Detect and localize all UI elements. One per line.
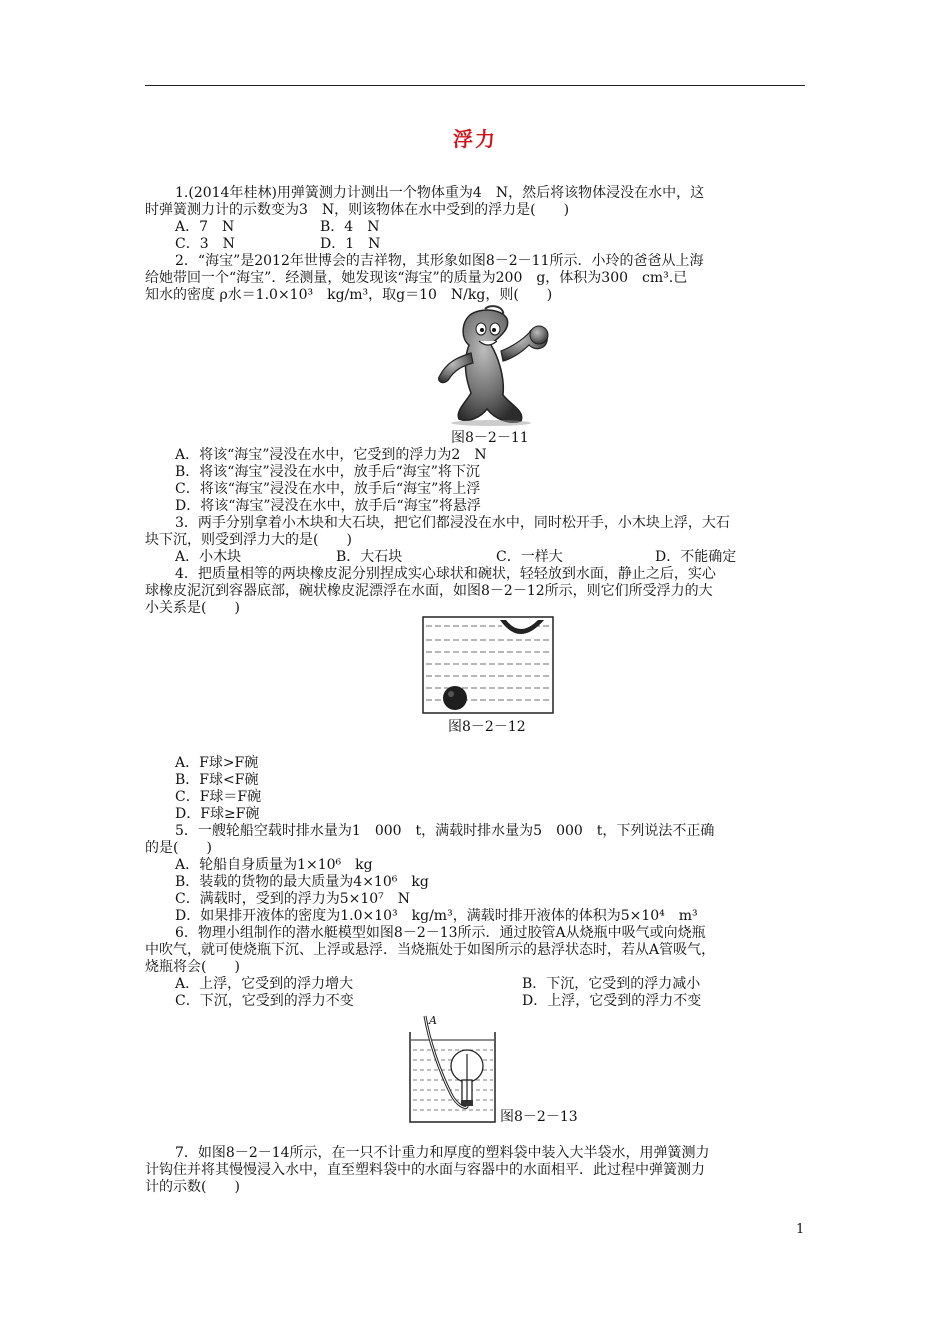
page-title: 浮力	[453, 127, 497, 151]
q6-line2: 中吹气，就可使烧瓶下沉、上浮或悬浮．当烧瓶处于如图所示的悬浮状态时，若从A管吸气，	[145, 942, 716, 958]
q7-line2: 计钩住并将其慢慢浸入水中，直至塑料袋中的水面与容器中的水面相平．此过程中弹簧测力	[145, 1162, 705, 1178]
q2-line3: 知水的密度 ρ水＝1.0×10³ kg/m³，取g＝10 N/kg，则( )	[145, 287, 553, 303]
q6-line1: 6．物理小组制作的潜水艇模型如图8－2－13所示．通过胶管A从烧瓶中吸气或向烧瓶	[175, 925, 706, 941]
q4-option-d: D．F球≥F碗	[175, 806, 260, 822]
q3-line1: 3．两手分别拿着小木块和大石块，把它们都浸没在水中，同时松开手，小木块上浮，大石	[175, 515, 730, 531]
q2-option-b: B．将该“海宝”浸没在水中，放手后“海宝”将下沉	[175, 464, 480, 480]
q5-option-c: C．满载时，受到的浮力为5×10⁷ N	[175, 891, 411, 907]
header-rule	[145, 85, 805, 86]
q5-line2: 的是( )	[145, 840, 212, 856]
q1-line1: 1.(2014年桂林)用弹簧测力计测出一个物体重为4 N，然后将该物体浸没在水中，这	[175, 185, 705, 201]
q2-line1: 2．“海宝”是2012年世博会的吉祥物，其形象如图8－2－11所示．小玲的爸爸从上海	[175, 253, 704, 269]
q4-line3: 小关系是( )	[145, 600, 240, 616]
q4-option-b: B．F球<F碗	[175, 772, 259, 788]
tube-a-label: A	[429, 1014, 437, 1027]
q6-figure-caption: 图8－2－13	[500, 1109, 578, 1125]
q4-figure-caption: 图8－2－12	[448, 719, 526, 735]
q1-line2: 时弹簧测力计的示数变为3 N，则该物体在水中受到的浮力是( )	[145, 202, 570, 218]
q2-option-a: A．将该“海宝”浸没在水中，它受到的浮力为2 N	[175, 447, 487, 463]
q2-option-d: D．将该“海宝”浸没在水中，放手后“海宝”将悬浮	[175, 498, 481, 514]
q1-option-c: C．3 N	[175, 236, 235, 252]
q4-option-c: C．F球＝F碗	[175, 789, 262, 805]
q4-line2: 球橡皮泥沉到容器底部，碗状橡皮泥漂浮在水面，如图8－2－12所示，则它们所受浮力的大	[145, 583, 713, 599]
q4-option-a: A．F球>F碗	[175, 755, 259, 771]
q4-line1: 4．把质量相等的两块橡皮泥分别捏成实心球状和碗状，轻轻放到水面，静止之后，实心	[175, 566, 716, 582]
q3-option-b: B．大石块	[336, 549, 403, 565]
q7-line3: 计的示数( )	[145, 1179, 240, 1195]
q5-line1: 5．一艘轮船空载时排水量为1 000 t，满载时排水量为5 000 t，下列说法不正确	[175, 823, 715, 839]
q3-option-a: A．小木块	[175, 549, 242, 565]
q5-option-d: D．如果排开液体的密度为1.0×10³ kg/m³，满载时排开液体的体积为5×10⁴ m³	[175, 908, 698, 924]
q1-option-d: D．1 N	[320, 236, 381, 252]
q2-option-c: C．将该“海宝”浸没在水中，放手后“海宝”将上浮	[175, 481, 481, 497]
q7-line1: 7．如图8－2－14所示，在一只不计重力和厚度的塑料袋中装入大半袋水，用弹簧测力	[175, 1145, 710, 1161]
q6-option-c: C．下沉，它受到的浮力不变	[175, 993, 354, 1009]
q1-option-b: B．4 N	[320, 219, 380, 235]
q5-option-a: A．轮船自身质量为1×10⁶ kg	[175, 857, 373, 873]
q6-option-b: B．下沉，它受到的浮力减小	[522, 976, 701, 992]
q3-line2: 块下沉，则受到浮力大的是( )	[145, 532, 352, 548]
container-figure-12	[422, 616, 554, 714]
haibao-figure	[425, 305, 555, 427]
q5-option-b: B．装载的货物的最大质量为4×10⁶ kg	[175, 874, 429, 890]
q6-option-a: A．上浮，它受到的浮力增大	[175, 976, 354, 992]
q3-option-d: D．不能确定	[655, 549, 737, 565]
q6-line3: 烧瓶将会( )	[145, 959, 240, 975]
page-number: 1	[796, 1222, 805, 1237]
submarine-model-figure	[405, 1010, 500, 1124]
q1-option-a: A．7 N	[175, 219, 235, 235]
q2-line2: 给她带回一个“海宝”．经测量，她发现该“海宝”的质量为200 g，体积为300 cm³.已	[145, 270, 688, 286]
q6-option-d: D．上浮，它受到的浮力不变	[522, 993, 702, 1009]
q2-figure-caption: 图8－2－11	[451, 430, 529, 446]
q3-option-c: C．一样大	[496, 549, 563, 565]
